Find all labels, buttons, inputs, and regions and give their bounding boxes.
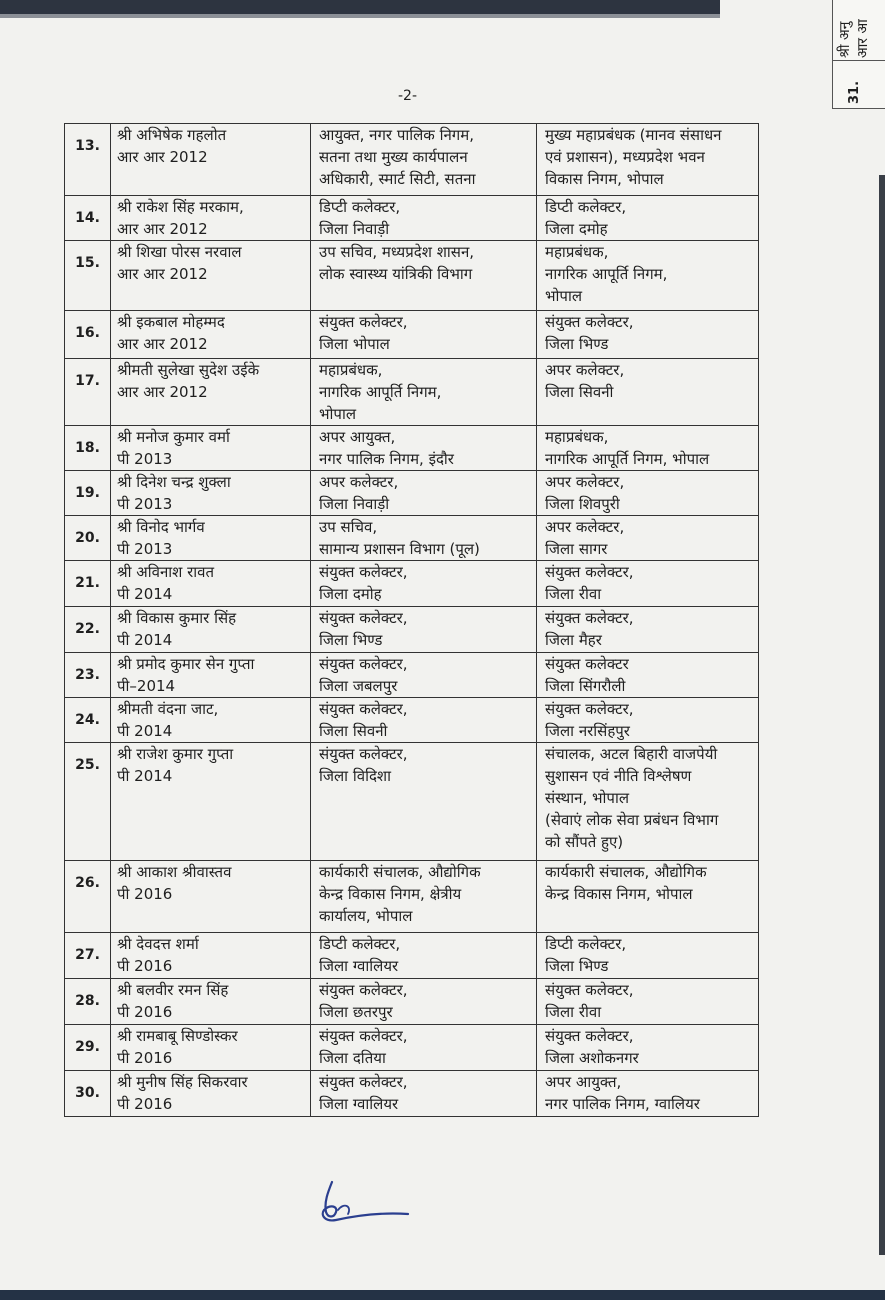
current-posting-cell: अपर कलेक्टर, जिला निवाड़ी (311, 471, 537, 516)
current-posting-cell: संयुक्त कलेक्टर, जिला विदिशा (311, 743, 537, 861)
table-row (65, 698, 759, 743)
current-posting-cell: डिप्टी कलेक्टर, जिला ग्वालियर (311, 933, 537, 979)
current-posting-cell: संयुक्त कलेक्टर, जिला दमोह (311, 561, 537, 607)
transfer-table (64, 123, 759, 1117)
scan-top-edge (0, 14, 720, 18)
serial-number-cell: 14. (65, 196, 111, 241)
fragment-serial-number: 31. (847, 80, 862, 104)
serial-number-cell: 28. (65, 979, 111, 1025)
serial-number-cell: 23. (65, 653, 111, 698)
table-row (65, 933, 759, 979)
new-posting-cell: संयुक्त कलेक्टर, जिला भिण्ड (537, 311, 759, 359)
new-posting-cell: कार्यकारी संचालक, औद्योगिक केन्द्र विकास निगम, भोपाल (537, 861, 759, 933)
officer-name-cell: श्री इकबाल मोहम्मद आर आर 2012 (111, 311, 311, 359)
current-posting-cell: आयुक्त, नगर पालिक निगम, सतना तथा मुख्य कार्यपालन अधिकारी, स्मार्ट सिटी, सतना (311, 124, 537, 196)
new-posting-cell: संचालक, अटल बिहारी वाजपेयी सुशासन एवं नीति विश्लेषण संस्थान, भोपाल (सेवाएं लोक सेवा प्रबंधन विभाग को सौंपते हुए) (537, 743, 759, 861)
serial-number-cell: 27. (65, 933, 111, 979)
table-row (65, 743, 759, 861)
transfer-table-body (65, 124, 759, 1117)
new-posting-cell: संयुक्त कलेक्टर, जिला अशोकनगर (537, 1025, 759, 1071)
table-row (65, 861, 759, 933)
officer-name-cell: श्री देवदत्त शर्मा पी 2016 (111, 933, 311, 979)
current-posting-cell: डिप्टी कलेक्टर, जिला निवाड़ी (311, 196, 537, 241)
page-number: -2- (398, 88, 418, 104)
fragment-divider (833, 60, 885, 61)
officer-name-cell: श्री दिनेश चन्द्र शुक्ला पी 2013 (111, 471, 311, 516)
current-posting-cell: अपर आयुक्त, नगर पालिक निगम, इंदौर (311, 426, 537, 471)
current-posting-cell: संयुक्त कलेक्टर, जिला सिवनी (311, 698, 537, 743)
serial-number-cell: 18. (65, 426, 111, 471)
current-posting-cell: उप सचिव, मध्यप्रदेश शासन, लोक स्वास्थ्य यांत्रिकी विभाग (311, 241, 537, 311)
table-row (65, 1025, 759, 1071)
table-row (65, 979, 759, 1025)
table-row (65, 426, 759, 471)
officer-name-cell: श्री बलवीर रमन सिंह पी 2016 (111, 979, 311, 1025)
new-posting-cell: संयुक्त कलेक्टर, जिला नरसिंहपुर (537, 698, 759, 743)
serial-number-cell: 16. (65, 311, 111, 359)
serial-number-cell: 19. (65, 471, 111, 516)
serial-number-cell: 21. (65, 561, 111, 607)
serial-number-cell: 22. (65, 607, 111, 653)
current-posting-cell: संयुक्त कलेक्टर, जिला ग्वालियर (311, 1071, 537, 1117)
officer-name-cell: श्री आकाश श्रीवास्तव पी 2016 (111, 861, 311, 933)
current-posting-cell: महाप्रबंधक, नागरिक आपूर्ति निगम, भोपाल (311, 359, 537, 426)
new-posting-cell: महाप्रबंधक, नागरिक आपूर्ति निगम, भोपाल (537, 426, 759, 471)
officer-name-cell: श्री शिखा पोरस नरवाल आर आर 2012 (111, 241, 311, 311)
officer-name-cell: श्री अभिषेक गहलोत आर आर 2012 (111, 124, 311, 196)
new-posting-cell: अपर कलेक्टर, जिला सागर (537, 516, 759, 561)
new-posting-cell: संयुक्त कलेक्टर जिला सिंगरौली (537, 653, 759, 698)
officer-name-cell: श्री विकास कुमार सिंह पी 2014 (111, 607, 311, 653)
new-posting-cell: अपर आयुक्त, नगर पालिक निगम, ग्वालियर (537, 1071, 759, 1117)
officer-name-cell: श्री मनोज कुमार वर्मा पी 2013 (111, 426, 311, 471)
serial-number-cell: 24. (65, 698, 111, 743)
officer-name-cell: श्री अविनाश रावत पी 2014 (111, 561, 311, 607)
table-row (65, 196, 759, 241)
table-row (65, 471, 759, 516)
table-row (65, 516, 759, 561)
officer-name-cell: श्री मुनीष सिंह सिकरवार पी 2016 (111, 1071, 311, 1117)
new-posting-cell: अपर कलेक्टर, जिला सिवनी (537, 359, 759, 426)
table-row (65, 124, 759, 196)
table-row (65, 359, 759, 426)
table-row (65, 311, 759, 359)
officer-name-cell: श्री विनोद भार्गव पी 2013 (111, 516, 311, 561)
serial-number-cell: 17. (65, 359, 111, 426)
officer-name-cell: श्रीमती वंदना जाट, पी 2014 (111, 698, 311, 743)
serial-number-cell: 20. (65, 516, 111, 561)
officer-name-cell: श्री प्रमोद कुमार सेन गुप्ता पी–2014 (111, 653, 311, 698)
current-posting-cell: संयुक्त कलेक्टर, जिला दतिया (311, 1025, 537, 1071)
current-posting-cell: संयुक्त कलेक्टर, जिला भिण्ड (311, 607, 537, 653)
scan-right-shadow (879, 175, 885, 1255)
serial-number-cell: 13. (65, 124, 111, 196)
serial-number-cell: 30. (65, 1071, 111, 1117)
new-posting-cell: संयुक्त कलेक्टर, जिला रीवा (537, 979, 759, 1025)
officer-name-cell: श्रीमती सुलेखा सुदेश उईके आर आर 2012 (111, 359, 311, 426)
new-posting-cell: डिप्टी कलेक्टर, जिला भिण्ड (537, 933, 759, 979)
table-row (65, 241, 759, 311)
new-posting-cell: महाप्रबंधक, नागरिक आपूर्ति निगम, भोपाल (537, 241, 759, 311)
current-posting-cell: संयुक्त कलेक्टर, जिला जबलपुर (311, 653, 537, 698)
signature-mark (318, 1180, 414, 1226)
table-row (65, 607, 759, 653)
current-posting-cell: संयुक्त कलेक्टर, जिला भोपाल (311, 311, 537, 359)
scan-top-shadow (0, 0, 720, 14)
serial-number-cell: 15. (65, 241, 111, 311)
new-posting-cell: संयुक्त कलेक्टर, जिला मैहर (537, 607, 759, 653)
table-row (65, 653, 759, 698)
serial-number-cell: 29. (65, 1025, 111, 1071)
new-posting-cell: डिप्टी कलेक्टर, जिला दमोह (537, 196, 759, 241)
current-posting-cell: संयुक्त कलेक्टर, जिला छतरपुर (311, 979, 537, 1025)
scan-bottom-shadow (0, 1290, 885, 1300)
serial-number-cell: 26. (65, 861, 111, 933)
table-row (65, 1071, 759, 1117)
current-posting-cell: उप सचिव, सामान्य प्रशासन विभाग (पूल) (311, 516, 537, 561)
serial-number-cell: 25. (65, 743, 111, 861)
new-posting-cell: संयुक्त कलेक्टर, जिला रीवा (537, 561, 759, 607)
adjacent-page-fragment (832, 0, 885, 109)
table-row (65, 561, 759, 607)
fragment-text-line-2: आर आ (855, 19, 871, 58)
new-posting-cell: अपर कलेक्टर, जिला शिवपुरी (537, 471, 759, 516)
officer-name-cell: श्री राकेश सिंह मरकाम, आर आर 2012 (111, 196, 311, 241)
new-posting-cell: मुख्य महाप्रबंधक (मानव संसाधन एवं प्रशासन), मध्यप्रदेश भवन विकास निगम, भोपाल (537, 124, 759, 196)
fragment-text-line-1: श्री अनु (837, 21, 853, 58)
officer-name-cell: श्री राजेश कुमार गुप्ता पी 2014 (111, 743, 311, 861)
officer-name-cell: श्री रामबाबू सिण्डोस्कर पी 2016 (111, 1025, 311, 1071)
current-posting-cell: कार्यकारी संचालक, औद्योगिक केन्द्र विकास निगम, क्षेत्रीय कार्यालय, भोपाल (311, 861, 537, 933)
